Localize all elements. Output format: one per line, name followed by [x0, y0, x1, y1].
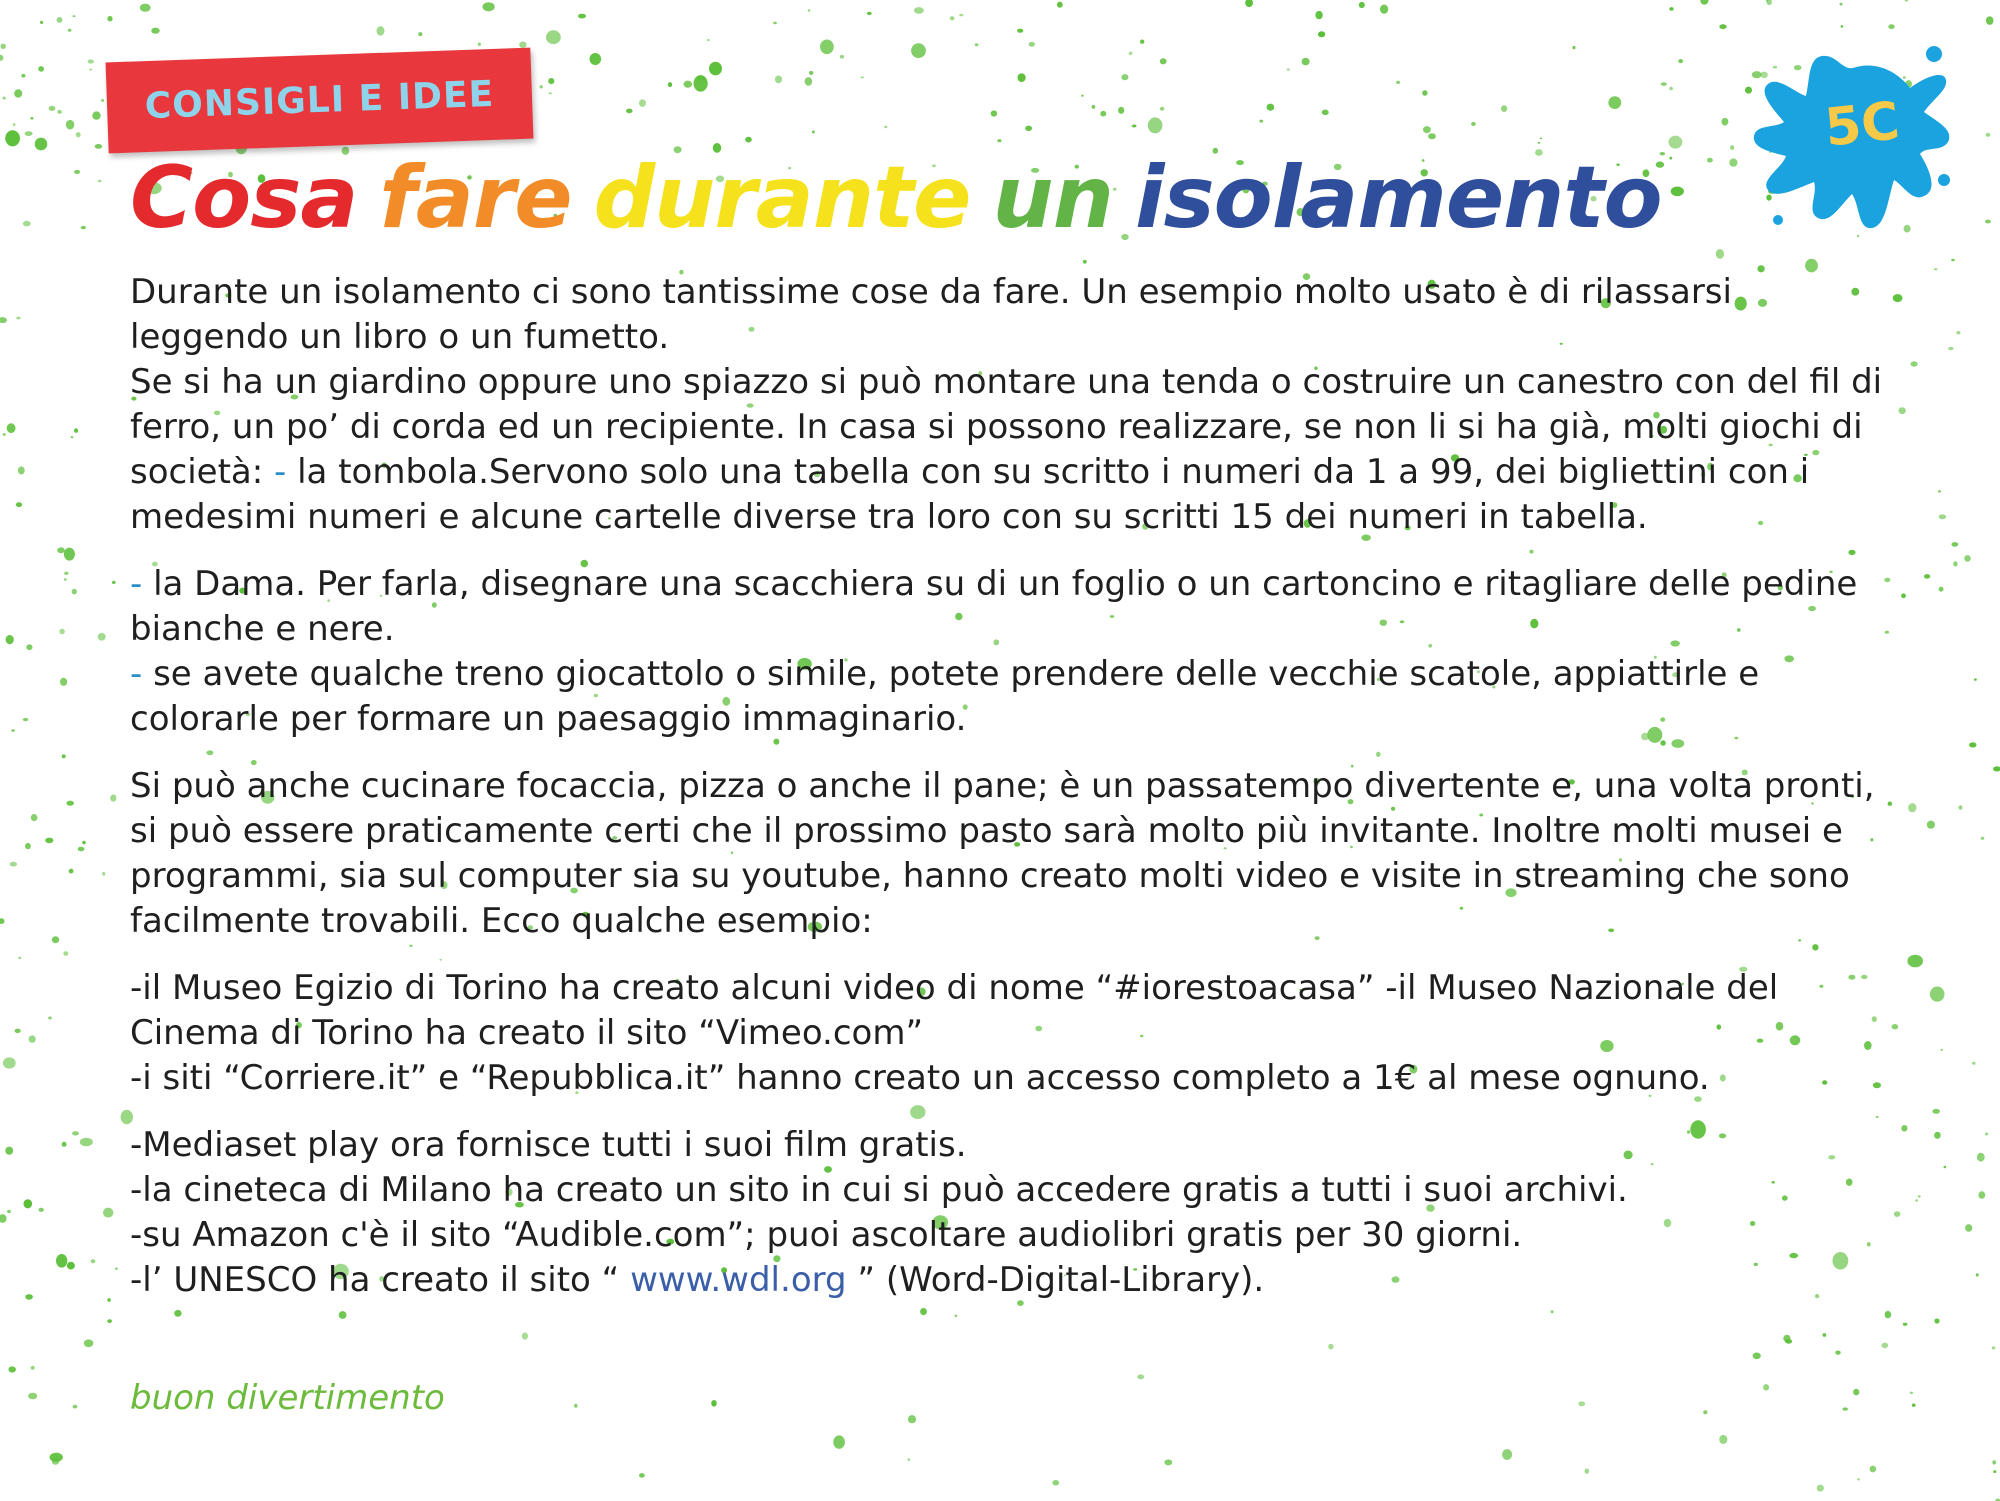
splatter-dot — [1703, 1410, 1707, 1414]
splatter-dot — [1700, 0, 1708, 5]
splatter-dot — [81, 226, 86, 229]
splatter-dot — [1029, 42, 1035, 47]
splatter-dot — [66, 801, 74, 806]
splatter-dot — [151, 28, 159, 34]
splatter-dot — [626, 109, 633, 114]
splatter-dot — [684, 81, 692, 88]
splatter-dot — [1938, 490, 1941, 492]
splatter-dot — [1901, 1125, 1907, 1131]
splatter-dot — [1669, 136, 1683, 149]
splatter-dot — [1380, 5, 1388, 14]
splatter-dot — [1992, 1346, 1995, 1349]
splatter-dot — [45, 838, 53, 844]
splatter-dot — [5, 130, 20, 146]
paragraph-games — [130, 562, 1890, 742]
wdl-link[interactable]: www.wdl.org — [630, 1260, 847, 1300]
splatter-dot — [1985, 220, 1991, 224]
text-line: -su Amazon c'è il sito “Audible.com”; puoi ascoltare audiolibri gratis per 30 giorni. — [130, 1215, 1523, 1255]
splatter-dot — [1930, 987, 1945, 1002]
splatter-dot — [3, 433, 6, 436]
splatter-dot — [1969, 742, 1976, 747]
splatter-dot — [1853, 1389, 1859, 1396]
splatter-dot — [91, 1259, 96, 1263]
splatter-dot — [1721, 118, 1728, 126]
splatter-dot — [35, 138, 48, 151]
section-tag-label: CONSIGLI E IDEE — [144, 73, 495, 128]
splatter-dot — [101, 99, 104, 102]
splatter-dot — [1870, 1466, 1877, 1473]
splatter-dot — [10, 862, 17, 867]
splatter-dot — [49, 106, 56, 111]
splatter-dot — [40, 21, 43, 24]
splatter-dot — [1924, 574, 1930, 579]
splatter-dot — [0, 1214, 7, 1223]
splatter-dot — [1428, 133, 1436, 139]
splatter-dot — [1932, 1109, 1940, 1114]
list-dash: - — [274, 452, 287, 492]
splatter-dot — [76, 132, 81, 137]
splatter-dot — [1140, 40, 1144, 44]
splatter-dot — [1840, 3, 1843, 6]
splatter-dot — [1129, 52, 1133, 55]
splatter-dot — [1245, 0, 1253, 7]
splatter-dot — [78, 847, 85, 852]
splatter-dot — [1894, 1211, 1901, 1217]
splatter-dot — [1905, 0, 1908, 2]
splatter-dot — [112, 581, 116, 584]
splatter-dot — [26, 644, 32, 650]
text-line: Se si ha un giardino oppure uno spiazzo si può montare una tenda o costruire un canestro con del fil di ferro, un po’ di corda ed un recipiente. In casa si possono realizzare, se non li si ha già, molti giochi di società: — [130, 362, 1883, 492]
splatter-dot — [418, 32, 422, 36]
splatter-dot — [23, 221, 31, 227]
splatter-dot — [1934, 1318, 1939, 1323]
splatter-dot — [1915, 1199, 1918, 1201]
splatter-dot — [59, 629, 64, 635]
splatter-dot — [74, 428, 78, 433]
splatter-dot — [72, 1131, 79, 1135]
splatter-dot — [1948, 347, 1953, 350]
splatter-dot — [908, 1415, 916, 1423]
splatter-dot — [1164, 1459, 1172, 1465]
splatter-dot — [0, 918, 5, 924]
splatter-dot — [1986, 133, 1991, 137]
splatter-dot — [1857, 1478, 1860, 1480]
splatter-dot — [73, 15, 76, 17]
splatter-dot — [25, 131, 33, 136]
splatter-dot — [1823, 1333, 1827, 1337]
splatter-dot — [11, 729, 14, 731]
splatter-dot — [1976, 1273, 1979, 1276]
splatter-dot — [110, 795, 116, 802]
article-body — [130, 270, 1890, 1325]
splatter-dot — [911, 43, 926, 58]
splatter-dot — [1959, 805, 1963, 809]
splatter-dot — [57, 547, 65, 553]
splatter-dot — [115, 1268, 118, 1270]
splatter-dot — [102, 872, 105, 876]
title-word: isolamento — [1134, 148, 1662, 248]
splatter-dot — [1927, 821, 1935, 829]
splatter-dot — [546, 30, 561, 44]
splatter-dot — [1669, 7, 1673, 11]
splatter-dot — [13, 123, 16, 126]
splatter-dot — [73, 1405, 78, 1409]
paragraph-intro — [130, 270, 1890, 540]
splatter-dot — [31, 814, 38, 821]
class-badge: 5C — [1822, 91, 1903, 159]
splatter-dot — [1888, 24, 1894, 29]
splatter-dot — [991, 110, 997, 116]
splatter-dot — [1729, 158, 1737, 166]
splatter-dot — [1121, 74, 1128, 80]
splatter-dot — [5, 1147, 13, 1155]
splatter-dot — [80, 1138, 93, 1147]
splatter-dot — [574, 1404, 577, 1408]
splatter-dot — [1817, 1485, 1824, 1492]
splatter-dot — [1578, 1401, 1585, 1406]
splatter-dot — [1057, 2, 1063, 8]
splatter-dot — [1992, 1460, 1996, 1464]
splatter-dot — [1899, 407, 1906, 414]
splatter-dot — [74, 170, 80, 174]
splatter-dot — [69, 869, 74, 874]
splatter-dot — [1753, 1353, 1761, 1360]
splatter-dot — [60, 678, 67, 686]
splatter-dot — [745, 137, 752, 143]
text-line: se avete qualche treno giocattolo o simile, potete prendere delle vecchie scatole, appiattirle e colorarle per formare un paesaggio immaginario. — [130, 654, 1760, 739]
splatter-dot — [92, 111, 100, 119]
text-line: -i siti “Corriere.it” e “Repubblica.it” hanno creato un accesso completo a 1€ al mese ognuno. — [130, 1058, 1710, 1098]
splatter-dot — [107, 1298, 111, 1302]
splatter-dot — [107, 16, 112, 22]
splatter-dot — [1, 44, 6, 49]
splatter-dot — [1318, 31, 1325, 37]
splatter-dot — [66, 120, 74, 130]
splatter-dot — [548, 78, 554, 84]
splatter-dot — [884, 126, 887, 129]
splatter-dot — [1585, 1469, 1590, 1474]
splatter-dot — [377, 26, 385, 35]
splatter-dot — [775, 76, 782, 84]
splatter-dot — [64, 572, 68, 575]
splatter-dot — [711, 1400, 717, 1407]
splatter-dot — [1893, 294, 1903, 302]
splatter-dot — [1052, 1480, 1059, 1485]
splatter-dot — [25, 843, 31, 849]
splatter-dot — [3, 1057, 16, 1068]
splatter-dot — [590, 53, 602, 65]
splatter-dot — [478, 43, 481, 46]
splatter-dot — [1912, 1404, 1916, 1407]
splatter-dot — [64, 578, 67, 580]
splatter-dot — [9, 1366, 16, 1372]
splatter-dot — [1985, 1133, 1988, 1136]
splatter-dot — [68, 29, 72, 32]
splatter-dot — [52, 936, 59, 943]
splatter-dot — [812, 130, 815, 133]
list-dash: - — [130, 564, 143, 604]
splatter-dot — [914, 7, 924, 14]
splatter-dot — [1608, 96, 1621, 109]
splatter-dot — [907, 1458, 910, 1460]
splatter-dot — [38, 66, 44, 72]
splatter-dot — [1501, 105, 1507, 112]
splatter-dot — [64, 548, 75, 561]
splatter-dot — [639, 99, 646, 107]
splatter-dot — [1981, 837, 1985, 840]
splatter-dot — [1911, 361, 1918, 366]
splatter-dot — [1132, 125, 1137, 128]
splatter-dot — [1977, 1153, 1985, 1162]
splatter-dot — [1965, 1224, 1972, 1232]
splatter-dot — [1328, 1344, 1333, 1350]
splatter-dot — [1934, 1132, 1941, 1139]
splatter-dot — [1951, 542, 1958, 547]
splatter-dot — [103, 1208, 113, 1218]
splatter-dot — [1785, 1339, 1792, 1344]
splatter-dot — [840, 55, 844, 59]
splatter-dot — [805, 77, 813, 86]
title-word: un — [992, 148, 1113, 248]
splatter-dot — [522, 1333, 528, 1340]
splatter-dot — [95, 144, 102, 149]
title-word: durante — [593, 148, 971, 248]
splatter-dot — [24, 1199, 33, 1208]
splatter-dot — [30, 117, 33, 120]
splatter-dot — [1835, 1351, 1840, 1355]
splatter-dot — [1910, 1392, 1913, 1394]
splatter-dot — [1907, 955, 1923, 968]
splatter-dot — [1502, 1449, 1512, 1460]
splatter-dot — [18, 467, 25, 475]
splatter-dot — [975, 43, 979, 46]
splatter-dot — [1719, 1435, 1727, 1444]
splatter-dot — [861, 76, 864, 78]
splatter-dot — [639, 1473, 645, 1478]
splatter-dot — [1160, 107, 1164, 111]
splatter-dot — [14, 89, 22, 97]
text-line: Si può anche cucinare focaccia, pizza o anche il pane; è un passatempo divertente e, una volta pronti, si può essere praticamente certi che il prossimo pasto sarà molto più invitante. Inoltre molti musei e programmi, sia sul computer sia su youtube, hanno creato molti video e visite in streaming che sono facilmente trovabili. Ecco qualche esempio: — [130, 766, 1875, 941]
splatter-dot — [63, 951, 68, 956]
splatter-dot — [57, 17, 63, 23]
splatter-dot — [1730, 145, 1734, 150]
splatter-dot — [1471, 122, 1476, 126]
section-tag — [106, 48, 534, 154]
splatter-dot — [1972, 1062, 1976, 1065]
splatter-dot — [668, 82, 672, 87]
splatter-dot — [1719, 24, 1726, 29]
splatter-dot — [707, 39, 710, 41]
splatter-dot — [1857, 235, 1859, 237]
splatter-dot — [959, 14, 963, 17]
splatter-dot — [1081, 95, 1083, 97]
splatter-dot — [808, 9, 811, 12]
splatter-dot — [31, 1366, 35, 1370]
splatter-dot — [1160, 58, 1167, 64]
splatter-dot — [1956, 331, 1960, 334]
text-line: -Mediaset play ora fornisce tutti i suoi film gratis. — [130, 1125, 967, 1165]
title-word: fare — [379, 148, 572, 248]
splatter-dot — [1025, 126, 1032, 131]
splatter-dot — [88, 59, 94, 63]
splatter-dot — [1892, 1024, 1899, 1029]
splatter-dot — [1538, 142, 1541, 144]
splatter-dot — [1083, 260, 1087, 264]
splatter-dot — [0, 55, 4, 61]
splatter-dot — [1267, 104, 1275, 111]
splatter-dot — [39, 1208, 44, 1212]
text-line: ” (Word-Digital-Library). — [857, 1260, 1265, 1300]
splatter-dot — [28, 1393, 37, 1400]
splatter-dot — [1322, 110, 1329, 116]
splatter-dot — [578, 14, 586, 19]
splatter-dot — [98, 180, 102, 183]
splatter-dot — [1918, 1195, 1921, 1197]
splatter-dot — [1017, 29, 1023, 33]
paragraph-streaming — [130, 1123, 1890, 1303]
splatter-dot — [1882, 1343, 1889, 1349]
paragraph-museums — [130, 966, 1890, 1101]
splatter-dot — [1359, 2, 1365, 8]
splatter-dot — [833, 1435, 845, 1448]
splatter-dot — [1953, 561, 1957, 566]
splatter-dot — [1018, 73, 1026, 82]
splatter-dot — [1964, 555, 1971, 562]
splatter-dot — [1260, 120, 1264, 123]
splatter-dot — [1908, 803, 1916, 812]
splatter-dot — [1287, 68, 1290, 70]
splatter-dot — [820, 40, 834, 55]
splatter-dot — [2, 97, 5, 100]
splatter-dot — [71, 436, 74, 438]
splatter-dot — [1901, 593, 1906, 598]
splatter-dot — [1669, 87, 1673, 91]
splatter-dot — [89, 69, 92, 71]
splatter-dot — [0, 317, 7, 323]
list-dash: - — [130, 654, 143, 694]
splatter-dot — [1763, 1384, 1769, 1390]
splatter-dot — [29, 1035, 36, 1042]
splatter-dot — [1573, 46, 1576, 49]
splatter-dot — [84, 1339, 94, 1347]
splatter-dot — [1843, 1407, 1848, 1410]
splatter-dot — [549, 92, 552, 94]
splatter-dot — [1978, 1191, 1985, 1198]
title-word: Cosa — [130, 148, 358, 248]
splatter-dot — [539, 85, 543, 88]
splatter-dot — [1302, 58, 1310, 66]
splatter-dot — [16, 317, 20, 320]
splatter-dot — [1939, 514, 1947, 519]
splatter-dot — [25, 1294, 33, 1300]
splatter-dot — [7, 423, 16, 433]
splatter-dot — [1939, 587, 1944, 592]
splatter-dot — [1993, 766, 2000, 771]
text-line: -la cineteca di Milano ha creato un sito in cui si può accedere gratis a tutti i suoi archivi. — [130, 1170, 1628, 1210]
splatter-dot — [709, 62, 722, 76]
splatter-dot — [1944, 1166, 1947, 1168]
splatter-dot — [107, 1319, 112, 1323]
splatter-dot — [6, 635, 14, 644]
splatter-dot — [1678, 59, 1683, 63]
splatter-dot — [56, 1254, 67, 1268]
splatter-dot — [1396, 81, 1400, 84]
text-line: Durante un isolamento ci sono tantissime cose da fare. Un esempio molto usato è di rilassarsi leggendo un libro o un fumetto. — [130, 272, 1732, 357]
splatter-dot — [1422, 90, 1427, 96]
splatter-dot — [1137, 1374, 1144, 1379]
splatter-dot — [1148, 117, 1163, 133]
splatter-dot — [62, 754, 66, 758]
splatter-dot — [52, 1458, 60, 1465]
splatter-dot — [1315, 11, 1322, 19]
splatter-dot — [7, 1210, 11, 1213]
splatter-dot — [72, 589, 77, 595]
text-line: la tombola.Servono solo una tabella con su scritto i numeri da 1 a 99, dei bigliettini con i medesimi numeri e alcune cartelle diverse tra loro con su scritti 15 dei numeri in tabella. — [130, 452, 1810, 537]
splatter-dot — [1540, 138, 1542, 140]
splatter-dot — [18, 957, 21, 959]
splatter-dot — [16, 502, 22, 507]
splatter-dot — [1993, 1470, 1996, 1473]
text-line: -il Museo Egizio di Torino ha creato alcuni video di nome “#iorestoacasa” -il Museo Nazionale del Cinema di Torino ha creato il sito “Vimeo.com” — [130, 968, 1779, 1053]
splatter-dot — [23, 718, 28, 721]
splatter-dot — [1986, 16, 1994, 25]
splatter-dot — [773, 22, 777, 25]
splatter-dot — [82, 841, 85, 845]
splatter-dot — [57, 110, 61, 114]
splatter-dot — [1940, 1049, 1943, 1051]
splatter-dot — [140, 4, 151, 12]
splatter-dot — [997, 139, 1001, 142]
splatter-dot — [950, 16, 955, 20]
splatter-dot — [694, 75, 708, 92]
splatter-dot — [1423, 126, 1431, 133]
signoff: buon divertimento — [130, 1378, 445, 1418]
splatter-dot — [67, 1262, 75, 1270]
splatter-dot — [15, 1029, 21, 1033]
splatter-dot — [867, 12, 872, 15]
splatter-dot — [21, 74, 25, 78]
splatter-dot — [1951, 259, 1955, 262]
splatter-dot — [1974, 678, 1977, 680]
splatter-dot — [48, 1017, 52, 1020]
splatter-dot — [483, 2, 495, 11]
splatter-dot — [1903, 1323, 1908, 1326]
splatter-dot — [1707, 158, 1713, 163]
splatter-dot — [809, 71, 813, 75]
paragraph-cooking — [130, 764, 1890, 944]
splatter-dot — [98, 633, 106, 641]
splatter-dot — [1118, 107, 1124, 114]
text-line: la Dama. Per farla, disegnare una scacchiera su di un foglio o un cartoncino e ritagliare delle pedine bianche e nere. — [130, 564, 1858, 649]
splatter-dot — [1092, 105, 1096, 109]
text-line: -l’ UNESCO ha creato il sito “ — [130, 1260, 620, 1300]
splatter-dot — [1100, 111, 1106, 117]
splatter-dot — [1841, 25, 1844, 28]
splatter-dot — [1661, 82, 1667, 86]
page-title — [130, 148, 1684, 248]
splatter-dot — [1934, 268, 1937, 270]
splatter-dot — [1716, 249, 1724, 259]
splatter-dot — [62, 1142, 67, 1147]
